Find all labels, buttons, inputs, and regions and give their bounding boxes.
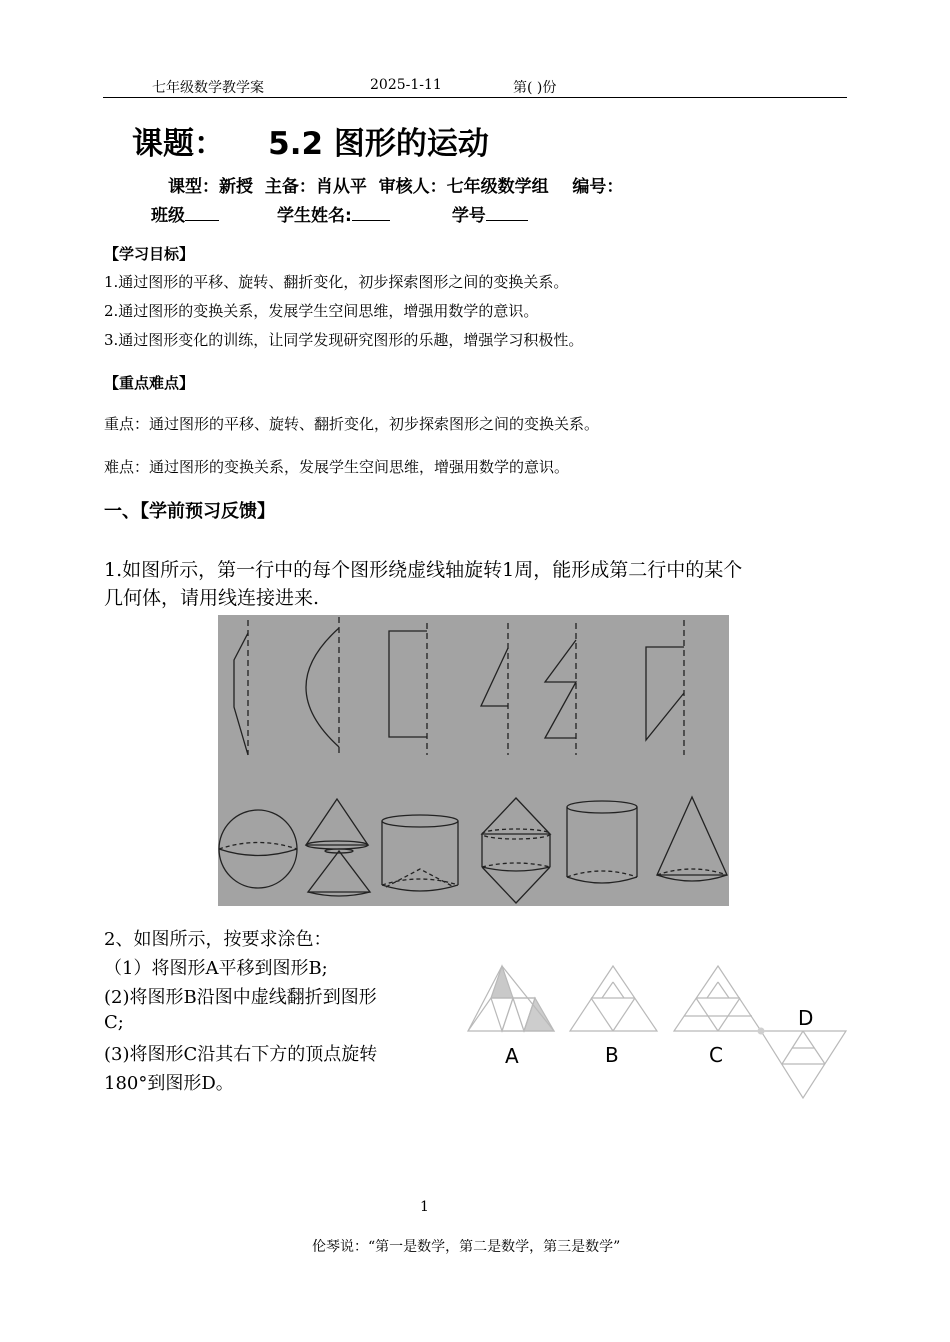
keypoints-heading: 【重点难点】 (104, 374, 195, 392)
label-b: B (605, 1043, 619, 1067)
title-text: 5.2 图形的运动 (268, 126, 489, 162)
class-label: 班级 (151, 206, 185, 226)
label-a: A (505, 1044, 519, 1068)
page-number: 1 (420, 1199, 429, 1215)
course-name: 七年级数学教学案 (152, 80, 264, 96)
q2-step2-cont: C; (104, 1012, 124, 1033)
goals-heading: 【学习目标】 (104, 245, 195, 263)
rotation-figure (218, 615, 729, 906)
q1-line2: 几何体，请用线连接进来. (104, 587, 320, 609)
goal-item: 2.通过图形的变换关系，发展学生空间思维，增强用数学的意识。 (104, 302, 539, 320)
triangle-d (761, 1031, 846, 1098)
student-info (151, 201, 528, 226)
title-label: 课题： (132, 126, 225, 162)
q1-line1: 1.如图所示，第一行中的每个图形绕虚线轴旋转1周，能形成第二行中的某个 (104, 559, 743, 581)
id-label: 学号 (451, 206, 486, 226)
q2-step3-cont: 180°到图形D。 (104, 1073, 234, 1094)
label-d: D (798, 1006, 814, 1030)
goal-item: 1.通过图形的平移、旋转、翻折变化，初步探索图形之间的变换关系。 (104, 273, 569, 291)
q2-step1: （1）将图形A平移到图形B; (104, 958, 328, 979)
footer-quote: 伦琴说：“第一是数学，第二是数学，第三是数学” (312, 1239, 621, 1255)
coloring-figure (460, 960, 855, 1105)
q2-step3: (3)将图形C沿其右下方的顶点旋转 (104, 1044, 378, 1065)
header-date: 2025-1-11 (370, 77, 442, 93)
lesson-meta: 课型：新授 主备：肖从平 审核人：七年级数学组 编号： (168, 177, 624, 197)
label-c: C (709, 1043, 723, 1067)
class-blank[interactable] (185, 204, 219, 221)
triangle-c (674, 966, 761, 1031)
copy-number: 第( )份 (513, 80, 557, 96)
q2-intro: 2、如图所示，按要求涂色： (104, 929, 332, 950)
name-label: 学生姓名: (277, 206, 352, 226)
name-blank[interactable] (352, 204, 390, 221)
id-blank[interactable] (486, 204, 528, 221)
triangle-b (570, 966, 657, 1031)
triangle-a (468, 966, 554, 1031)
key-point: 重点：通过图形的平移、旋转、翻折变化，初步探索图形之间的变换关系。 (104, 415, 600, 433)
page-title (132, 118, 489, 163)
header-rule (103, 97, 847, 98)
section-heading: 一、【学前预习反馈】 (104, 501, 275, 522)
q2-step2: (2)将图形B沿图中虚线翻折到图形 (104, 987, 377, 1008)
rotation-vertex (758, 1028, 765, 1035)
difficult-point: 难点：通过图形的变换关系，发展学生空间思维，增强用数学的意识。 (104, 458, 570, 476)
goal-item: 3.通过图形变化的训练，让同学发现研究图形的乐趣，增强学习积极性。 (104, 331, 584, 349)
